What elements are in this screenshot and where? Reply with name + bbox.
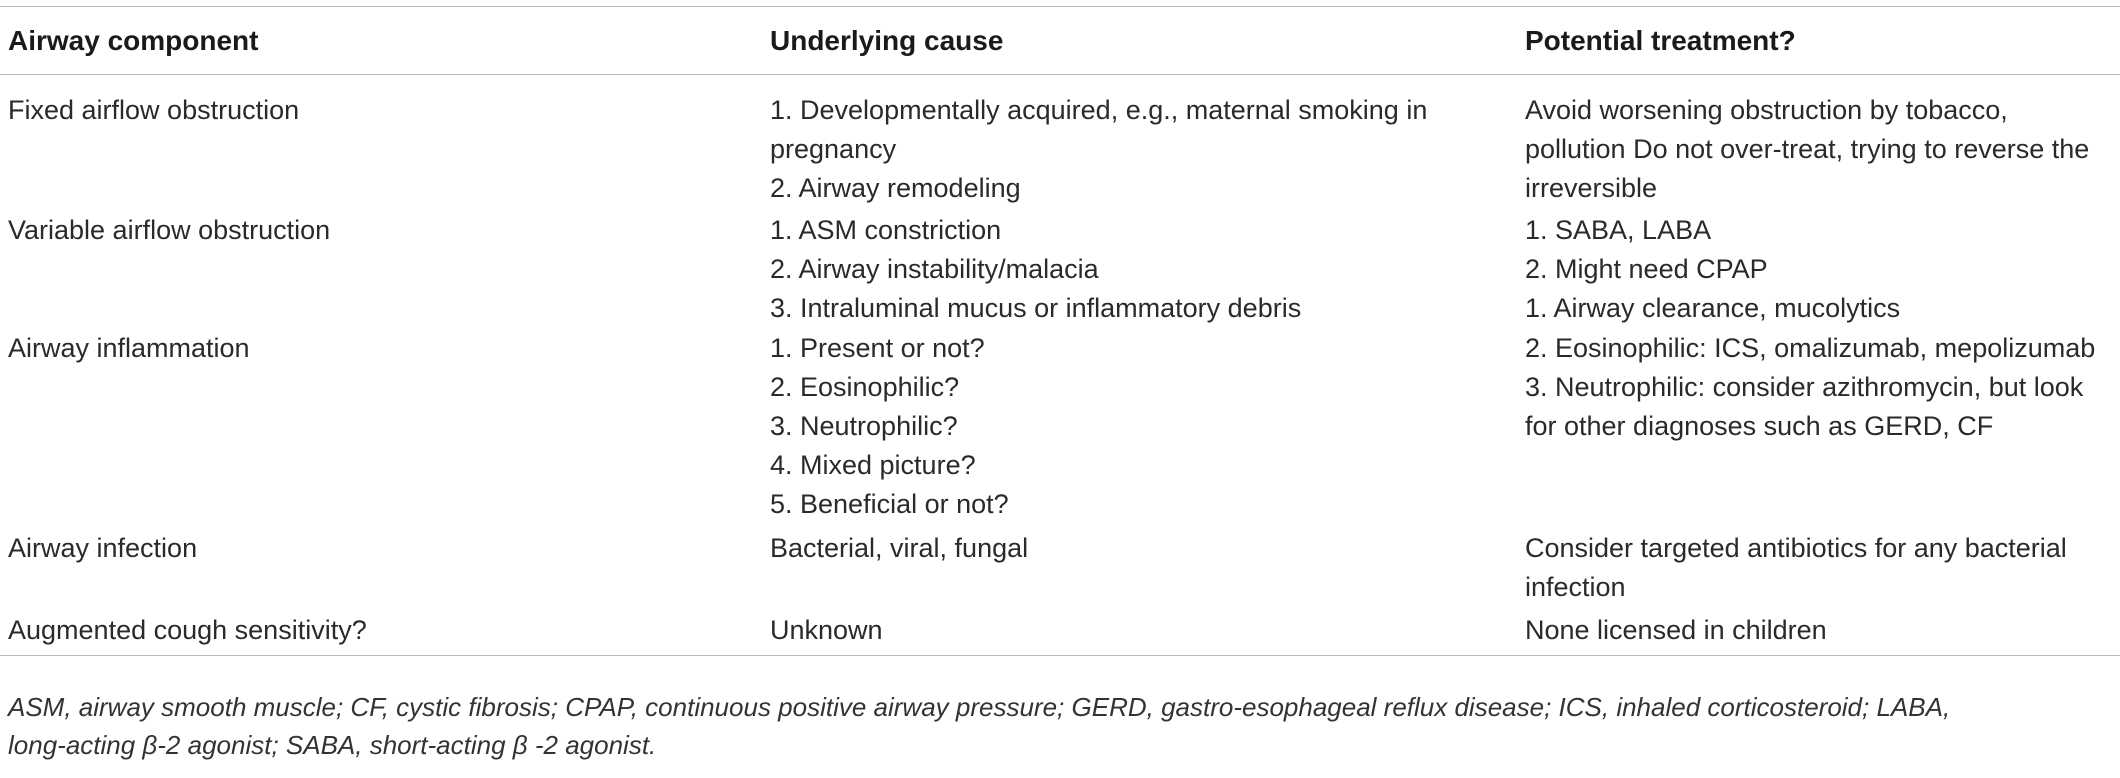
cell-component (0, 328, 762, 524)
cell-treatment (1517, 328, 2120, 524)
cause-line: 4. Mixed picture? (770, 450, 976, 480)
header-underlying-cause: Underlying cause (770, 25, 1004, 56)
cell-component (0, 607, 762, 656)
cause-line: 3. Neutrophilic? (770, 411, 958, 441)
treatment-line: 3. Neutrophilic: consider azithromycin, but look (1525, 372, 2084, 402)
cell-component (0, 208, 762, 328)
cell-treatment (1517, 75, 2120, 209)
header-airway-component: Airway component (8, 25, 259, 56)
component-text: Fixed airflow obstruction (8, 95, 300, 125)
header-potential-treatment: Potential treatment? (1525, 25, 1796, 56)
cause-line: 5. Beneficial or not? (770, 489, 1009, 519)
cause-line: pregnancy (770, 134, 897, 164)
cause-line: 3. Intraluminal mucus or inflammatory debris (770, 293, 1302, 323)
cause-line: 1. Present or not? (770, 333, 985, 363)
airway-components-table (0, 6, 2120, 656)
cell-cause (762, 208, 1517, 328)
cell-treatment (1517, 208, 2120, 328)
cell-treatment (1517, 607, 2120, 656)
treatment-line: None licensed in children (1525, 615, 1827, 645)
table-footnote (8, 688, 2108, 764)
cause-line: Unknown (770, 615, 883, 645)
treatment-line: for other diagnoses such as GERD, CF (1525, 411, 1994, 441)
cause-line: 2. Airway remodeling (770, 173, 1021, 203)
treatment-line: 1. Airway clearance, mucolytics (1525, 293, 1901, 323)
table-row (0, 607, 2120, 656)
cause-line: 2. Eosinophilic? (770, 372, 960, 402)
cause-line: 2. Airway instability/malacia (770, 254, 1099, 284)
cell-cause (762, 328, 1517, 524)
header-row (0, 7, 2120, 75)
component-text: Augmented cough sensitivity? (8, 615, 367, 645)
cell-component (0, 524, 762, 607)
table-row (0, 75, 2120, 209)
footnote-line: long-acting β-2 agonist; SABA, short-acting β -2 agonist. (8, 730, 657, 760)
cell-cause (762, 607, 1517, 656)
treatment-line: 2. Eosinophilic: ICS, omalizumab, mepolizumab (1525, 333, 2096, 363)
cell-cause (762, 524, 1517, 607)
treatment-line: pollution Do not over-treat, trying to reverse the (1525, 134, 2090, 164)
cell-cause (762, 75, 1517, 209)
component-text: Variable airflow obstruction (8, 215, 331, 245)
cell-treatment (1517, 524, 2120, 607)
table-row (0, 328, 2120, 524)
treatment-line: 1. SABA, LABA (1525, 215, 1712, 245)
treatment-line: 2. Might need CPAP (1525, 254, 1768, 284)
treatment-line: infection (1525, 572, 1626, 602)
cause-line: 1. ASM constriction (770, 215, 1002, 245)
component-text: Airway infection (8, 533, 198, 563)
footnote-line: ASM, airway smooth muscle; CF, cystic fibrosis; CPAP, continuous positive airway pressure; GERD, gastro-esophageal reflux disease; ICS, inhaled corticosteroid; LABA, (8, 692, 1951, 722)
treatment-line: Avoid worsening obstruction by tobacco, (1525, 95, 2008, 125)
table-row (0, 208, 2120, 328)
table-header (0, 7, 2120, 75)
treatment-line: Consider targeted antibiotics for any bacterial (1525, 533, 2067, 563)
component-text: Airway inflammation (8, 333, 250, 363)
cell-component (0, 75, 762, 209)
table-row (0, 524, 2120, 607)
treatment-line: irreversible (1525, 173, 1658, 203)
cause-line: 1. Developmentally acquired, e.g., maternal smoking in (770, 95, 1428, 125)
cause-line: Bacterial, viral, fungal (770, 533, 1029, 563)
table-body (0, 75, 2120, 656)
